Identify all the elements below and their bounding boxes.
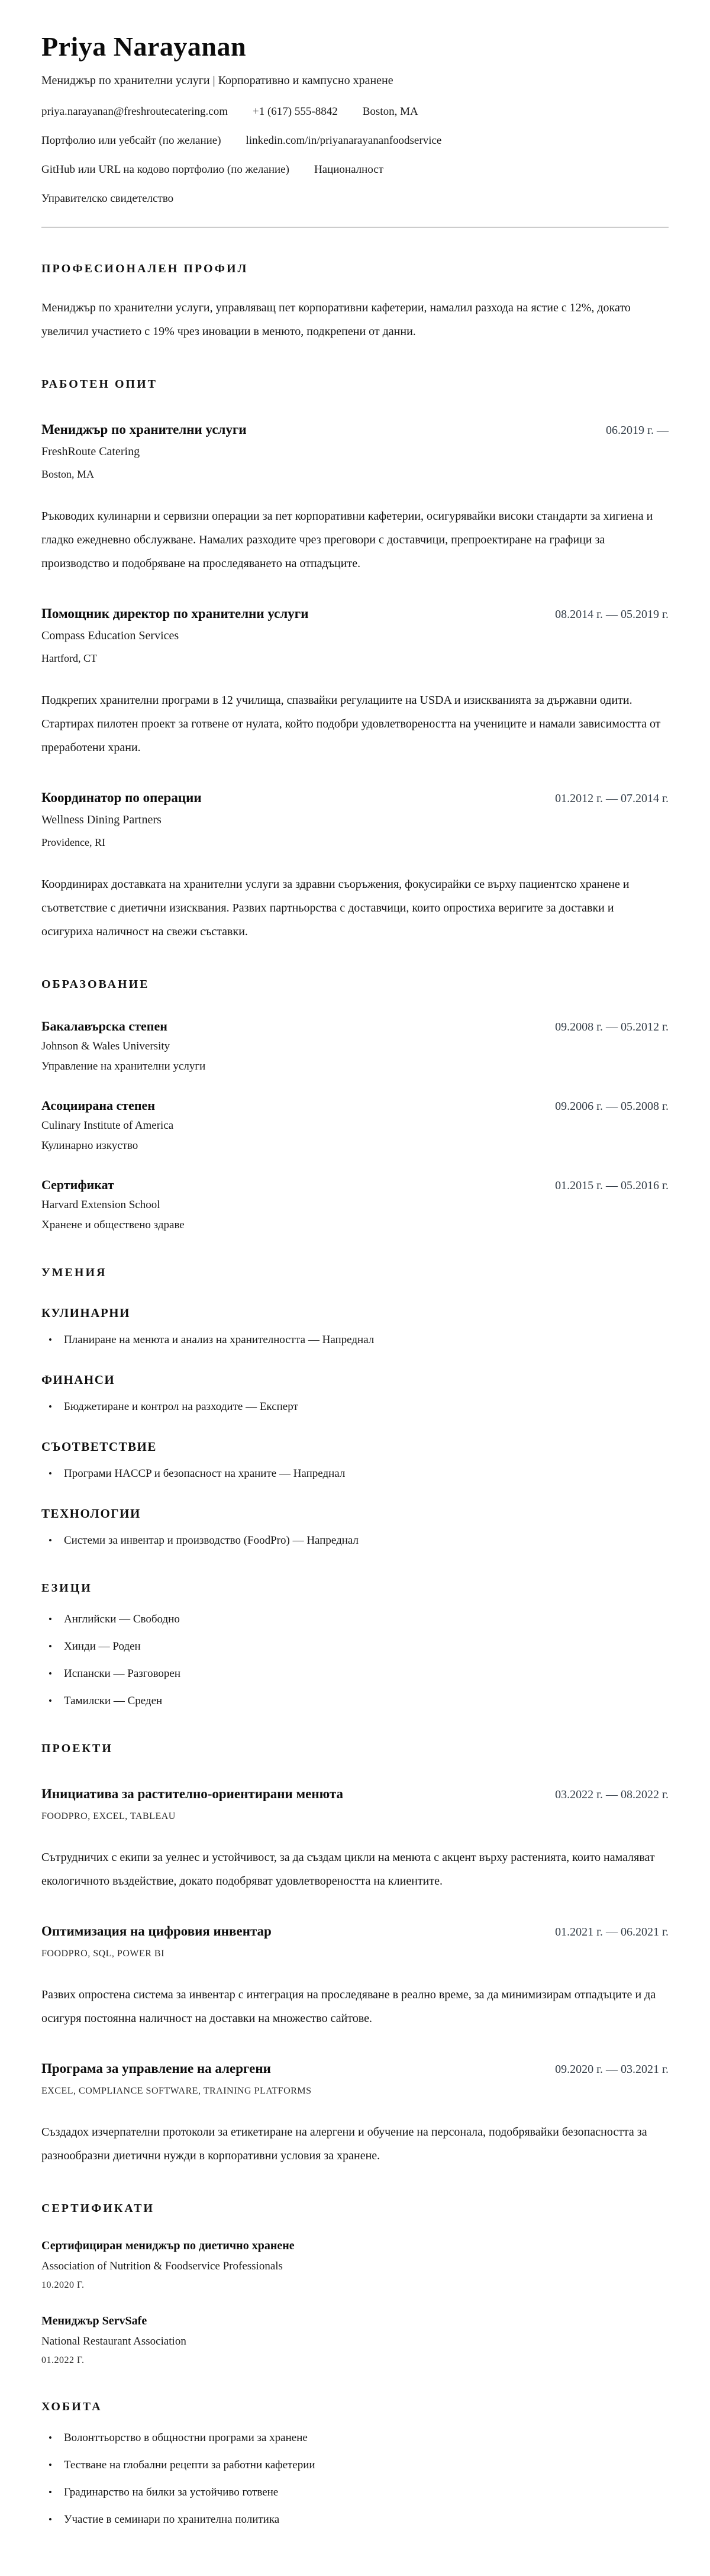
job-entry [41, 422, 669, 575]
certification-entry [41, 2314, 669, 2366]
certification-date: 01.2022 Г. [41, 2355, 85, 2365]
contact-location: Boston, MA [362, 105, 418, 118]
project-dates: 03.2022 г. — 08.2022 г. [555, 1788, 669, 1801]
skill-group-name: СЪОТВЕТСТВИЕ [41, 1440, 157, 1454]
job-dates: 08.2014 г. — 05.2019 г. [555, 608, 669, 621]
project-name: Програма за управление на алергени [41, 2061, 271, 2076]
section-title-profile: ПРОФЕСИОНАЛЕН ПРОФИЛ [41, 262, 248, 275]
certification-date: 10.2020 Г. [41, 2280, 85, 2290]
education-entry [41, 1177, 669, 1232]
education-header [41, 1019, 669, 1034]
contact-row-1 [41, 105, 669, 118]
skill-group-name: ФИНАНСИ [41, 1373, 115, 1387]
project-tools: FOODPRO, SQL, POWER BI [41, 1949, 164, 1959]
education-dates: 09.2008 г. — 05.2012 г. [555, 1020, 669, 1033]
education-field: Управление на хранителни услуги [41, 1060, 206, 1073]
candidate-tagline: Мениджър по хранителни услуги | Корпоративно и кампусно хранене [41, 74, 393, 87]
job-dates: 01.2012 г. — 07.2014 г. [555, 792, 669, 805]
project-header [41, 1786, 669, 1802]
project-entry [41, 1786, 669, 1893]
education-school: Culinary Institute of America [41, 1119, 174, 1132]
education-degree: Асоциирана степен [41, 1098, 155, 1113]
candidate-name: Priya Narayanan [41, 31, 247, 62]
contact-phone: +1 (617) 555-8842 [253, 105, 338, 118]
education-field: Хранене и обществено здраве [41, 1219, 185, 1231]
education-header [41, 1177, 669, 1193]
job-location: Providence, RI [41, 836, 105, 848]
section-certifications [41, 2202, 669, 2366]
education-degree: Бакалавърска степен [41, 1019, 167, 1033]
section-languages [41, 1582, 669, 1708]
language-item: • Английски — Свободно [49, 1613, 669, 1626]
skill-group-name: КУЛИНАРНИ [41, 1306, 130, 1320]
certification-issuer: National Restaurant Association [41, 2335, 186, 2348]
contact-linkedin: linkedin.com/in/priyanarayananfoodservice [246, 134, 442, 147]
contact-nationality-placeholder: Националност [314, 163, 384, 176]
language-item: • Тамилски — Среден [49, 1695, 669, 1708]
job-role: Помощник директор по хранителни услуги [41, 606, 309, 621]
job-location: Boston, MA [41, 468, 95, 480]
skill-group-list [41, 1400, 669, 1413]
job-role: Мениджър по хранителни услуги [41, 422, 247, 437]
education-field: Кулинарно изкуство [41, 1139, 138, 1152]
contact-portfolio-placeholder: Портфолио или уебсайт (по желание) [41, 134, 221, 147]
skill-item: • Системи за инвентар и производство (FoodPro) — Напреднал [49, 1534, 669, 1547]
section-title-projects: ПРОЕКТИ [41, 1742, 113, 1755]
skill-group-list [41, 1534, 669, 1547]
job-header [41, 790, 669, 806]
header-divider [41, 227, 669, 228]
project-tools: FOODPRO, EXCEL, TABLEAU [41, 1811, 176, 1821]
hobby-item: • Тестване на глобални рецепти за работни кафетерии [49, 2459, 669, 2472]
hobby-item: • Градинарство на билки за устойчиво готвене [49, 2486, 669, 2499]
hobby-item: • Волонттьорство в общностни програми за хранене [49, 2432, 669, 2445]
job-entry [41, 606, 669, 759]
job-location: Hartford, CT [41, 652, 97, 664]
language-list [41, 1613, 669, 1708]
project-entry [41, 1924, 669, 2030]
section-title-certifications: СЕРТИФИКАТИ [41, 2202, 154, 2215]
contact-row-4 [41, 192, 669, 205]
education-entry [41, 1098, 669, 1152]
certification-issuer: Association of Nutrition & Foodservice Professionals [41, 2260, 283, 2272]
section-title-languages: ЕЗИЦИ [41, 1582, 92, 1595]
certification-name: Сертифициран мениджър по диетично хранене [41, 2239, 295, 2252]
certification-entry [41, 2239, 669, 2291]
project-description: Създадох изчерпателни протоколи за етикетиране на алергени и обучение на персонала, подобрявайки безопасността за разнообразни диетични нужди в корпоративни условия за хранене. [41, 2126, 647, 2162]
language-item: • Хинди — Роден [49, 1640, 669, 1653]
project-header [41, 1924, 669, 1939]
skill-item: • Програми HACCP и безопасност на храните — Напреднал [49, 1467, 669, 1480]
section-profile [41, 262, 669, 343]
contact-github-placeholder: GitHub или URL на кодово портфолио (по желание) [41, 163, 289, 176]
hobby-list [41, 2432, 669, 2526]
project-name: Инициатива за растително-ориентирани менюта [41, 1786, 343, 1801]
section-experience [41, 378, 669, 944]
profile-text: Мениджър по хранителни услуги, управляващ пет корпоративни кафетерии, намалил разхода на ястие с 12%, докато увеличил участието с 19% чрез иновации в менюто, подкрепени от данни. [41, 301, 631, 338]
skill-group-list [41, 1334, 669, 1347]
education-school: Johnson & Wales University [41, 1040, 170, 1052]
skill-item: • Бюджетиране и контрол на разходите — Експерт [49, 1400, 669, 1413]
project-description: Развих опростена система за инвентар с интеграция на проследяване в реално време, за да минимизирам отпадъците и да осигуря постоянна наличност на доставки на множество сайтове. [41, 1988, 656, 2025]
certification-name: Мениджър ServSafe [41, 2314, 147, 2327]
hobby-item: • Участие в семинари по хранителна политика [49, 2513, 669, 2526]
skill-group-name: ТЕХНОЛОГИИ [41, 1506, 141, 1521]
project-description: Сътрудничих с екипи за уелнес и устойчивост, за да създам цикли на менюта с акцент върху растенията, които намаляват екологичното въздействие, докато подобряват удовлетвореността на клиентите. [41, 1851, 655, 1888]
project-name: Оптимизация на цифровия инвентар [41, 1924, 272, 1939]
job-entry [41, 790, 669, 944]
section-title-hobbies: ХОБИТА [41, 2400, 102, 2413]
section-projects [41, 1742, 669, 2168]
contact-email: priya.narayanan@freshroutecatering.com [41, 105, 228, 118]
section-title-education: ОБРАЗОВАНИЕ [41, 978, 150, 991]
project-dates: 01.2021 г. — 06.2021 г. [555, 1925, 669, 1939]
education-entry [41, 1019, 669, 1073]
skill-group-list [41, 1467, 669, 1480]
job-company: FreshRoute Catering [41, 445, 140, 458]
job-description: Ръководих кулинарни и сервизни операции за пет корпоративни кафетерии, осигурявайки високи стандарти за хигиена и гладко ежедневно обслужване. Намалих разходите чрез преговори с доставчици, препроектиране на графици за производство и подобряване на проследяването на отпадъците. [41, 510, 653, 570]
language-item: • Испански — Разговорен [49, 1667, 669, 1680]
job-description: Координирах доставката на хранителни услуги за здравни съоръжения, фокусирайки се върху пациентско хранене и съответствие с диетични изисквания. Развих партньорства с доставчици, които опростиха веригите за доставки и осигуриха наличност на свежи съставки. [41, 878, 630, 938]
contact-row-3 [41, 163, 669, 176]
contact-license-placeholder: Управителско свидетелство [41, 192, 174, 205]
job-header [41, 422, 669, 437]
section-title-experience: РАБОТЕН ОПИТ [41, 378, 157, 391]
section-education [41, 978, 669, 1232]
job-description: Подкрепих хранителни програми в 12 училища, спазвайки регулациите на USDA и изискванията за държавни одити. Стартирах пилотен проект за готвене от нулата, който подобри удовлетвореността на учениците и намали зависимостта от преработени храни. [41, 694, 661, 754]
project-entry [41, 2061, 669, 2168]
job-company: Compass Education Services [41, 629, 179, 642]
education-dates: 01.2015 г. — 05.2016 г. [555, 1179, 669, 1192]
project-dates: 09.2020 г. — 03.2021 г. [555, 2063, 669, 2076]
job-role: Координатор по операции [41, 790, 202, 805]
education-dates: 09.2006 г. — 05.2008 г. [555, 1100, 669, 1113]
contact-row-2 [41, 134, 669, 147]
section-title-skills: УМЕНИЯ [41, 1266, 107, 1279]
education-degree: Сертификат [41, 1177, 114, 1192]
section-hobbies [41, 2400, 669, 2526]
skill-item: • Планиране на менюта и анализ на хранителността — Напреднал [49, 1334, 669, 1347]
resume-header [41, 31, 669, 228]
job-header [41, 606, 669, 622]
job-company: Wellness Dining Partners [41, 813, 162, 826]
job-dates: 06.2019 г. — [606, 424, 669, 437]
project-tools: EXCEL, COMPLIANCE SOFTWARE, TRAINING PLATFORMS [41, 2086, 312, 2096]
section-skills [41, 1266, 669, 1547]
education-header [41, 1098, 669, 1113]
project-header [41, 2061, 669, 2076]
education-school: Harvard Extension School [41, 1199, 160, 1211]
